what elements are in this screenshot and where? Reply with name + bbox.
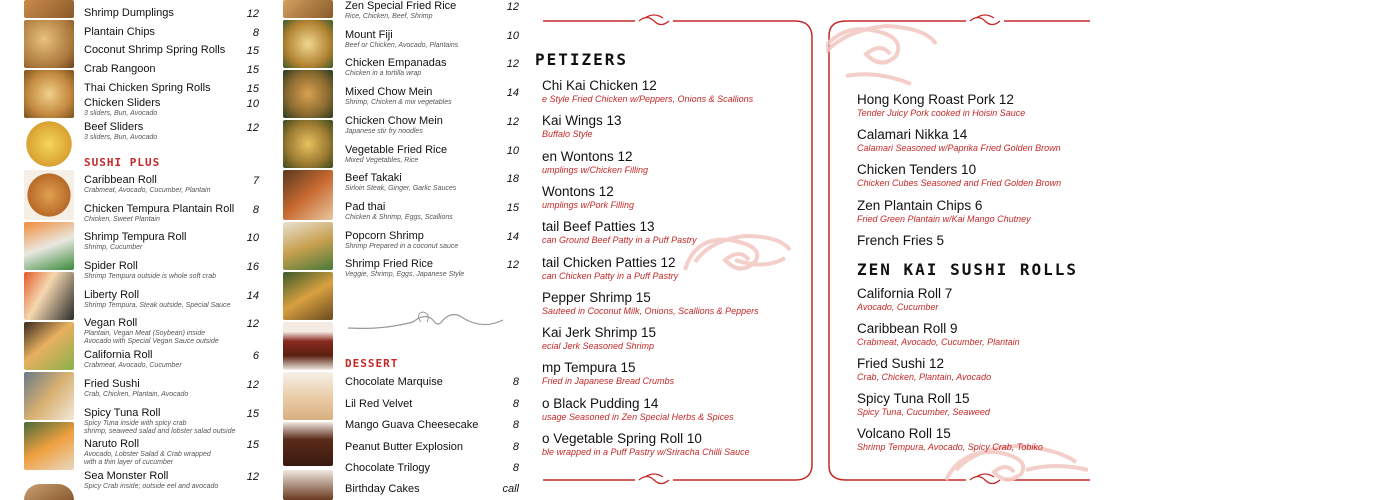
dessert-name: Chocolate Trilogy [345, 462, 430, 474]
item-description: Chicken & Shrimp, Eggs, Scallions [345, 214, 453, 221]
item-name: Fried Sushi [84, 378, 140, 390]
food-photo [283, 120, 333, 168]
item-name: Spicy Tuna Roll 15 [857, 391, 970, 406]
item-description: Calamari Seasoned w/Paprika Fried Golden Brown [857, 143, 1061, 154]
item-description: Chicken Cubes Seasoned and Fried Golden Brown [857, 178, 1062, 189]
menu-item [542, 184, 634, 211]
menu-item [542, 396, 734, 423]
item-name: Mount Fiji [345, 29, 393, 41]
item-name: Fried Sushi 12 [857, 356, 945, 371]
item-name: Thai Chicken Spring Rolls [84, 82, 211, 94]
item-name: o Black Pudding 14 [542, 395, 659, 411]
item-description: umplings w/Pork Filling [542, 199, 635, 210]
item-name: Naruto Roll [84, 438, 140, 450]
item-name: tail Chicken Patties 12 [542, 254, 676, 270]
item-price: call [502, 483, 519, 495]
item-price: 6 [252, 350, 259, 362]
item-description: Crab, Chicken, Plantain, Avocado [84, 391, 189, 398]
item-name: Sea Monster Roll [84, 470, 169, 482]
item-description: Avocado, Cucumber [857, 302, 939, 312]
food-photo [24, 20, 74, 68]
food-photo [24, 170, 74, 220]
food-photo [283, 372, 333, 420]
item-name: Chi Kai Chicken 12 [542, 78, 657, 93]
menu-item [857, 162, 1061, 189]
menu-item [542, 360, 674, 387]
item-price: 15 [246, 408, 259, 420]
menu-item [542, 431, 750, 458]
item-price: 14 [506, 87, 519, 99]
ornate-frame [826, 0, 1090, 500]
item-description: Spicy Crab inside; outside eel and avocado [84, 483, 219, 490]
item-name: o Vegetable Spring Roll 10 [542, 431, 702, 446]
item-name: Plantain Chips [84, 26, 155, 38]
item-name: Chicken Tenders 10 [857, 162, 977, 178]
item-description: Spicy Tuna, Cucumber, Seaweed [857, 407, 990, 417]
item-name: Spicy Tuna Roll [84, 407, 161, 419]
menu-page-3 [535, 0, 820, 500]
item-description: Sirloin Steak, Ginger, Garlic Sauces [345, 185, 457, 192]
menu-item [542, 219, 697, 246]
item-name: Vegetable Fried Rice [345, 144, 448, 156]
item-price: 12 [246, 471, 259, 483]
item-price: 15 [246, 45, 259, 57]
menu-page-4 [826, 0, 1090, 500]
item-price: 8 [252, 27, 259, 39]
item-name: Chicken Chow Mein [345, 115, 443, 127]
item-price: 16 [246, 261, 259, 273]
item-name: Chicken Sliders [84, 97, 161, 109]
food-photo [283, 170, 333, 220]
item-price: 14 [246, 290, 259, 302]
item-name: Kai Wings 13 [542, 113, 622, 129]
item-name: Pad thai [345, 201, 386, 213]
menu-item [857, 391, 990, 418]
item-name: Caribbean Roll 9 [857, 321, 958, 336]
dessert-name: Mango Guava Cheesecake [345, 419, 479, 431]
menu-page-2 [283, 0, 528, 500]
item-price: 8 [512, 398, 519, 410]
item-name: Shrimp Fried Rice [345, 258, 434, 270]
item-name: California Roll 7 [857, 286, 953, 301]
item-price: 7 [252, 175, 259, 187]
menu-item [542, 78, 753, 105]
item-name: Shrimp Dumplings [84, 7, 174, 19]
item-price: 10 [506, 145, 519, 157]
dessert-name: Birthday Cakes [345, 483, 420, 495]
item-description: can Ground Beef Patty in a Puff Pastry [542, 235, 697, 246]
menu-item [542, 325, 656, 352]
item-description: e Style Fried Chicken w/Peppers, Onions & Scallions [542, 94, 754, 104]
dessert-section-title: DESSERT [345, 357, 399, 370]
item-price: 12 [246, 318, 259, 330]
item-description: Crab, Chicken, Plantain, Avocado [857, 372, 992, 382]
item-price: 12 [246, 122, 259, 134]
item-description: ble wrapped in a Puff Pastry w/Sriracha Chilli Sauce [542, 447, 750, 457]
menu-item [542, 255, 678, 282]
food-photo [24, 120, 74, 168]
item-description: Chicken, Sweet Plantain [84, 216, 160, 223]
item-name: Beef Sliders [84, 121, 144, 133]
item-name: Caribbean Roll [84, 174, 157, 186]
item-description: Fried in Japanese Bread Crumbs [542, 376, 675, 387]
menu-item [857, 321, 1020, 348]
item-description: Fried Green Plantain w/Kai Mango Chutney [857, 213, 1031, 224]
item-name: Crab Rangoon [84, 63, 156, 75]
item-name: California Roll [84, 349, 153, 361]
menu-item [857, 127, 1061, 154]
food-photo [283, 0, 333, 18]
ornate-frame [535, 0, 820, 500]
item-description: Crabmeat, Avocado, Cucumber, Plantain [84, 187, 211, 194]
item-name: mp Tempura 15 [542, 360, 636, 376]
item-description: Shrimp Prepared in a coconut sauce [345, 243, 459, 250]
menu-item [857, 198, 1031, 225]
item-price: 15 [506, 202, 519, 214]
item-description: Plantain, Vegan Meat (Soybean) inside [84, 330, 206, 337]
item-name: Pepper Shrimp 15 [542, 289, 651, 305]
item-name: Spider Roll [84, 260, 138, 272]
dessert-name: Lil Red Velvet [345, 398, 413, 410]
item-description: Chicken in a tortilla wrap [345, 70, 422, 77]
item-name: Liberty Roll [84, 289, 140, 301]
menu-item [542, 290, 759, 317]
item-description: can Chicken Patty in a Puff Pastry [542, 270, 679, 281]
item-description: Shrimp Tempura outside is whole soft crab [84, 273, 217, 280]
item-description: Rice, Chicken, Beef, Shrimp [345, 13, 433, 20]
item-price: 8 [512, 441, 519, 453]
item-price: 8 [252, 204, 259, 216]
item-name: Shrimp Tempura Roll [84, 231, 187, 243]
item-name: Chicken Empanadas [345, 57, 447, 69]
item-description: Sauteed in Coconut Milk, Onions, Scallions & Peppers [542, 305, 759, 316]
dessert-name: Chocolate Marquise [345, 376, 443, 388]
item-price: 8 [512, 462, 519, 474]
item-description: Mixed Vegetables, Rice [345, 157, 419, 164]
menu-item [857, 426, 1043, 453]
food-photo [24, 272, 74, 320]
food-photo [283, 422, 333, 466]
item-name: Chicken Tempura Plantain Roll [84, 203, 235, 215]
item-description: Buffalo Style [542, 129, 593, 140]
food-photo [24, 484, 74, 500]
item-description: Shrimp, Chicken & mix vegetables [345, 99, 452, 106]
item-price: 10 [506, 30, 519, 42]
item-name: Hong Kong Roast Pork 12 [857, 92, 1014, 107]
item-description: Veggie, Shrimp, Eggs, Japanese Style [345, 271, 465, 278]
item-name: Wontons 12 [542, 183, 614, 199]
item-description: Beef or Chicken, Avocado, Plantains [345, 42, 459, 49]
item-name: Calamari Nikka 14 [857, 127, 968, 143]
appetizers-section-title: PETIZERS [535, 50, 629, 69]
food-photo [24, 322, 74, 370]
item-description: Crabmeat, Avocado, Cucumber [84, 362, 182, 369]
item-name: Coconut Shrimp Spring Rolls [84, 44, 226, 56]
item-name: Zen Plantain Chips 6 [857, 197, 983, 213]
sushi-rolls-section-title: ZEN KAI SUSHI ROLLS [857, 260, 1079, 279]
menu-page-1 [0, 0, 270, 500]
item-price: 15 [246, 83, 259, 95]
item-name: Kai Jerk Shrimp 15 [542, 325, 657, 341]
food-photo [24, 70, 74, 118]
item-description: Tender Juicy Pork cooked in Hoisin Sauce [857, 108, 1026, 118]
item-description: Avocado, Lobster Salad & Crab wrapped [84, 451, 211, 458]
item-price: 15 [246, 439, 259, 451]
food-photo [283, 20, 333, 68]
item-name: Beef Takaki [345, 172, 402, 184]
item-description: with a thin layer of cucumber [84, 459, 174, 466]
item-description: ecial Jerk Seasoned Shrimp [542, 341, 655, 352]
item-price: 12 [246, 8, 259, 20]
menu-item [857, 356, 991, 383]
item-description: Shrimp Tempura, Steak outside, Special Sauce [84, 302, 231, 309]
item-name: Popcorn Shrimp [345, 230, 424, 242]
food-photo [24, 0, 74, 18]
item-price: 10 [246, 232, 259, 244]
item-description: Shrimp, Cucumber [84, 244, 143, 251]
food-photo [283, 222, 333, 270]
item-price: 8 [512, 376, 519, 388]
sushi-section-title: SUSHI PLUS [84, 156, 161, 169]
item-price: 12 [506, 58, 519, 70]
item-name: tail Beef Patties 13 [542, 219, 655, 235]
item-description: Shrimp Tempura, Avocado, Spicy Crab, Tobiko [857, 442, 1043, 452]
item-price: 12 [506, 259, 519, 271]
item-price: 12 [246, 379, 259, 391]
item-description: Crabmeat, Avocado, Cucumber, Plantain [857, 337, 1020, 347]
item-description: Spicy Tuna inside with spicy crab [84, 420, 187, 427]
item-price: 18 [506, 173, 519, 185]
item-price: 12 [506, 116, 519, 128]
item-price: 12 [506, 1, 519, 13]
dessert-name: Peanut Butter Explosion [345, 441, 464, 453]
item-name: en Wontons 12 [542, 148, 633, 164]
item-price: 10 [246, 98, 259, 110]
item-name: Mixed Chow Mein [345, 86, 433, 98]
flourish-divider [343, 308, 508, 336]
menu-item [542, 149, 648, 176]
menu-item [857, 286, 952, 313]
food-photo [24, 422, 74, 470]
item-description: 3 sliders, Bun, Avocado [84, 134, 158, 141]
food-photo [24, 372, 74, 420]
item-name: Volcano Roll 15 [857, 426, 951, 441]
item-description: Avocado with Special Vegan Sauce outside [84, 338, 219, 345]
item-name: Zen Special Fried Rice [345, 0, 457, 12]
item-name: Vegan Roll [84, 317, 138, 329]
item-price: 8 [512, 419, 519, 431]
item-description: Japanese stir fry noodles [345, 128, 423, 135]
food-photo [283, 470, 333, 500]
item-price: 15 [246, 64, 259, 76]
menu-item [542, 113, 622, 140]
item-description: shrimp, seaweed salad and lobster salad outside [84, 428, 236, 435]
food-photo [283, 322, 333, 370]
food-photo [24, 222, 74, 270]
item-description: 3 sliders, Bun, Avocado [84, 110, 158, 117]
item-description: umplings w/Chicken Filling [542, 164, 649, 175]
item-description: usage Seasoned in Zen Special Herbs & Spices [542, 411, 734, 422]
item-price: 14 [506, 231, 519, 243]
food-photo [283, 70, 333, 118]
food-photo [283, 272, 333, 320]
menu-item [857, 92, 1025, 119]
menu-item [857, 233, 944, 249]
item-name: French Fries 5 [857, 232, 945, 248]
